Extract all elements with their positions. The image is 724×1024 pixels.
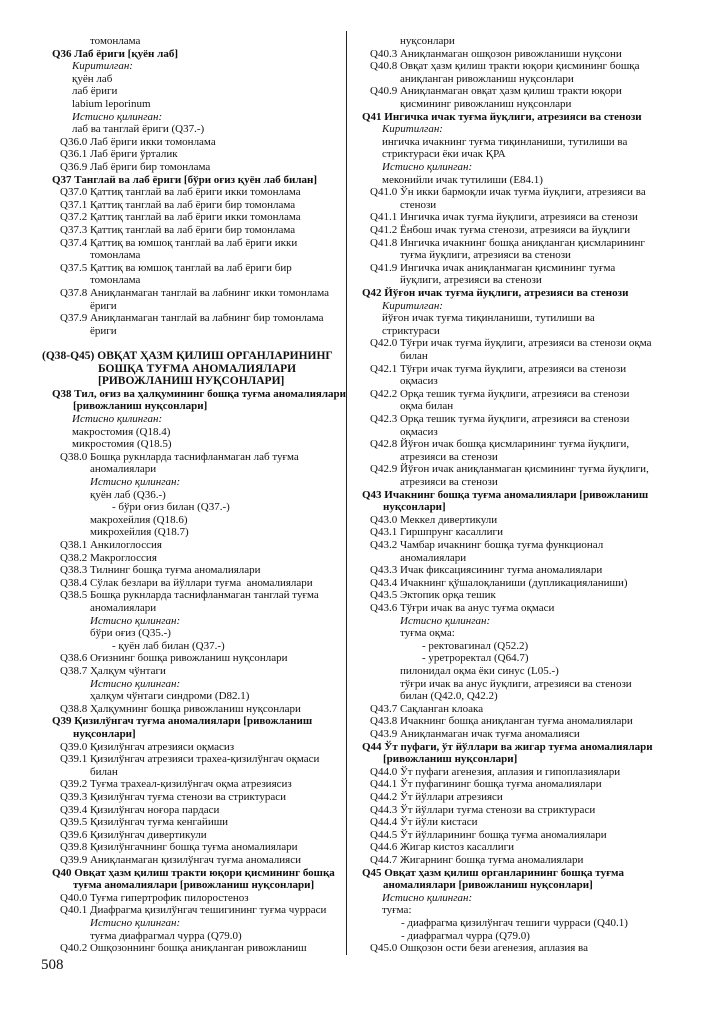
continuation-line: аномалиялари xyxy=(90,463,157,476)
note-label: Киритилган: xyxy=(382,299,443,312)
category-heading: Q45 Овқат ҳазм қилиш органларининг бошқа туғма xyxy=(362,866,624,879)
subcategory-item: Q44.3 Ўт йўллари туғма стенози ва стриктураси xyxy=(370,803,596,816)
subnote-item: туғма оқма: xyxy=(400,627,455,640)
subcategory-item: Q42.9 Йўғон ичак аниқланмаган қисмининг туғма йуқлиги, xyxy=(370,463,649,476)
subcategory-item: Q38.7 Ҳалқум чўнтаги xyxy=(60,665,166,677)
continuation-line: томонлама xyxy=(90,249,141,262)
subcategory-item: Q42.2 Орқа тешик туғма йуқлиги, атрезияси ва стенози xyxy=(370,387,630,400)
column-divider xyxy=(346,31,347,955)
continuation-line: ёриги xyxy=(90,299,117,312)
continuation-line: аномалиялари xyxy=(90,602,157,614)
subcategory-item: Q45.0 Ошқозон ости бези агенезия, аплазия ва xyxy=(370,942,588,955)
subcategory-item: Q44.2 Ўт йўллари атрезияси xyxy=(370,791,503,803)
page-number: 508 xyxy=(41,957,64,973)
continuation-line: аниқланган ривожланиш нуқсонлари xyxy=(400,72,574,85)
subcategory-item: Q39.9 Аниқланмаган қизилўнгач туғма аномалияси xyxy=(60,854,301,866)
subnote-label: Истисно қилинган: xyxy=(400,614,491,627)
subcategory-item: Q37.9 Аниқланмаган танглай ва лабнинг бир томонлама xyxy=(60,312,324,325)
subcategory-item: Q44.0 Ўт пуфаги агенезия, аплазия и гипоплазиялари xyxy=(370,765,621,778)
subcategory-item: Q43.3 Ичак фиксациясининг туғма аномалиялари xyxy=(370,564,603,577)
subcategory-item: Q38.0 Бошқа рукнларда таснифланмаган лаб туғма xyxy=(60,450,299,463)
subcategory-item: Q43.4 Ичакнинг қўшалоқланиши (дупликацияланиши) xyxy=(370,576,628,589)
subcategory-item: Q44.7 Жигарнинг бошқа туғма аномалиялари xyxy=(370,854,584,866)
subnote-item: микрохейлия (Q18.7) xyxy=(90,526,189,539)
dash-item: - бўри оғиз билан (Q37.-) xyxy=(112,501,230,514)
continuation-line: томонлама xyxy=(90,274,141,287)
subcategory-item: Q41.0 Ўн икки бармоқли ичак туғма йуқлиги, атрезияси ва xyxy=(370,186,646,199)
subcategory-item: Q44.1 Ўт пуфагининг бошқа туғма аномалиялари xyxy=(370,778,602,791)
subcategory-item: Q38.8 Ҳалқумнинг бошқа ривожланиш нуқсонлари xyxy=(60,702,301,715)
note-label: Истисно қилинган: xyxy=(72,413,163,425)
subcategory-item: Q38.4 Сўлак безлари ва йўллари туғма аномалиялари xyxy=(60,576,313,589)
subcategory-item: Q40.1 Диафрагма қизилўнгач тешигининг туғма чурраси xyxy=(60,904,327,917)
category-heading: Q37 Танглай ва лаб ёриги [бўри оғиз қуён лаб билан] xyxy=(52,173,318,186)
subnote-item: ҳалқум чўнтаги синдроми (D82.1) xyxy=(90,690,250,703)
category-heading: Q36 Лаб ёриги [қуён лаб] xyxy=(52,47,178,60)
subcategory-item: Q43.0 Меккел дивертикули xyxy=(370,513,498,526)
subcategory-item: Q41.2 Ёнбош ичак туғма стенози, атрезияси ва йуқлиги xyxy=(370,224,631,236)
subcategory-item: Q44.5 Ўт йўлларининг бошқа туғма аномалиялари xyxy=(370,828,607,841)
continuation-line: билан xyxy=(400,350,428,362)
continuation-line: нуқсонлари xyxy=(400,35,455,47)
subcategory-item: Q39.5 Қизилўнгач туғма кенгайиши xyxy=(60,816,229,829)
subcategory-item: Q37.5 Қаттиқ ва юмшоқ танглай ва лаб ёриги бир xyxy=(60,261,292,274)
note-item: қуён лаб xyxy=(72,72,113,85)
continuation-line: оқмасиз xyxy=(400,375,438,388)
note-label: Истисно қилинган: xyxy=(72,110,163,123)
category-heading: Q39 Қизилўнгач туғма аномалиялари [ривожланиш xyxy=(52,715,313,728)
subcategory-item: Q43.2 Чамбар ичакнинг бошқа туғма функционал xyxy=(370,539,604,551)
subcategory-item: Q43.9 Аниқланмаган ичак туғма аномалияси xyxy=(370,728,580,740)
subcategory-item: Q38.6 Оғизнинг бошқа ривожланиш нуқсонлари xyxy=(60,652,288,665)
subcategory-item: Q42.8 Йўғон ичак бошқа қисмларининг туғма йуқлиги, xyxy=(370,438,630,451)
subcategory-item: Q39.3 Қизилўнгач туғма стенози ва стриктураси xyxy=(60,791,287,803)
note-item: labium leporinum xyxy=(72,98,151,110)
subcategory-item: Q42.3 Орқа тешик туғма йуқлиги, атрезияси ва стенози xyxy=(370,413,630,425)
subcategory-item: Q41.9 Ингичка ичак аниқланмаган қисмининг туғма xyxy=(370,261,616,274)
category-heading-continuation: [ривожланиш нуқсонлари] xyxy=(73,400,208,413)
subcategory-item: Q39.2 Туғма трахеал-қизилўнгач оқма атрезиясиз xyxy=(60,778,292,791)
note-item: меконийли ичак тутилиши (E84.1) xyxy=(382,173,543,186)
subcategory-item: Q36.9 Лаб ёриги бир томонлама xyxy=(60,161,211,173)
subcategory-item: Q37.2 Қаттиқ танглай ва лаб ёриги икки томонлама xyxy=(60,211,301,224)
subcategory-item: Q39.4 Қизилўнгач ноғора пардаси xyxy=(60,803,220,816)
subcategory-item: Q40.2 Ошқозоннинг бошқа аниқланган ривожланиш xyxy=(60,942,307,955)
category-heading: Q44 Ўт пуфаги, ўт йўллари ва жигар туғма аномалиялари xyxy=(362,740,653,753)
note-item: ингичка ичакнинг туғма тиқинланиши, тутилиши ва xyxy=(382,135,628,148)
subcategory-item: Q39.6 Қизилўнгач дивертикули xyxy=(60,828,207,841)
subnote-label: Истисно қилинган: xyxy=(90,476,181,488)
continuation-line: оқмасиз xyxy=(400,425,438,438)
subcategory-item: Q37.4 Қаттиқ ва юмшоқ танглай ва лаб ёриги икки xyxy=(60,236,298,249)
continuation-line: аномалиялари xyxy=(400,551,467,564)
subcategory-item: Q41.1 Ингичка ичак туғма йуқлиги, атрезияси ва стенози xyxy=(370,211,638,224)
subcategory-item: Q42.1 Тўғри ичак туғма йуқлиги, атрезияси ва стенози xyxy=(370,362,627,375)
continuation-line: атрезияси ва стенози xyxy=(400,476,498,488)
category-heading: Q43 Ичакнинг бошқа туғма аномалиялари [ривожланиш xyxy=(362,488,649,501)
note-item: стриктураси xyxy=(382,324,440,337)
note-item: микростомия (Q18.5) xyxy=(72,438,172,451)
dash-item: - уретроректал (Q64.7) xyxy=(422,652,529,665)
category-heading-continuation: туғма аномалиялари [ривожланиш нуқсонлари] xyxy=(73,879,315,892)
subcategory-item: Q43.7 Сақланган клоака xyxy=(370,702,484,715)
subnote-item: бўри оғиз (Q35.-) xyxy=(90,627,171,640)
subcategory-item: Q38.3 Тилнинг бошқа туғма аномалиялари xyxy=(60,564,261,577)
subnote-item: туғма диафрагмал чурра (Q79.0) xyxy=(90,929,242,942)
block-title: (Q38-Q45) ОВҚАТ ҲАЗМ ҚИЛИШ ОРГАНЛАРИНИНГ xyxy=(42,350,333,362)
dash-item: - диафрагмал чурра (Q79.0) xyxy=(401,929,530,942)
note-item: стриктураси ёки ичак ҚРА xyxy=(382,148,506,161)
subnote-item: пилонидал оқма ёки синус (L05.-) xyxy=(400,665,559,677)
subcategory-item: Q43.1 Гиршпрунг касаллиги xyxy=(370,526,503,539)
continuation-line: билан xyxy=(90,765,118,778)
continuation-line: қисмининг ривожланиш нуқсонлари xyxy=(400,98,572,110)
subcategory-item: Q38.5 Бошқа рукнларда таснифланмаган танглай туғма xyxy=(60,589,319,602)
category-heading: Q41 Ингичка ичак туғма йуқлиги, атрезияси ва стенози xyxy=(362,110,642,123)
category-heading-continuation: [ривожланиш нуқсонлари] xyxy=(383,753,518,766)
subcategory-item: Q43.8 Ичакнинг бошқа аниқланган туғма аномалиялари xyxy=(370,715,633,728)
note-item: туғма: xyxy=(382,904,412,917)
subcategory-item: Q38.1 Анкилоглоссия xyxy=(60,539,162,551)
subcategory-item: Q43.5 Эктопик орқа тешик xyxy=(370,589,496,602)
subcategory-item: Q39.1 Қизилўнгач атрезияси трахеа-қизилўнгач оқмаси xyxy=(60,753,320,766)
category-heading-continuation: аномалиялари [ривожланиш нуқсонлари] xyxy=(383,879,593,892)
subcategory-item: Q37.3 Қаттиқ танглай ва лаб ёриги бир томонлама xyxy=(60,224,296,236)
category-heading: Q38 Тил, оғиз ва ҳалқумининг бошқа туғма аномалиялари xyxy=(52,387,347,400)
continuation-line: туғма йуқлиги, атрезияси ва стенози xyxy=(400,249,571,262)
category-heading-continuation: нуқсонлари] xyxy=(73,728,136,740)
subcategory-item: Q36.1 Лаб ёриги ўрталик xyxy=(60,148,178,161)
note-label: Киритилган: xyxy=(72,60,133,73)
subcategory-item: Q39.0 Қизилўнгач атрезияси оқмасиз xyxy=(60,740,235,753)
category-heading: Q40 Овқат ҳазм қилиш тракти юқори қисмининг бошқа xyxy=(52,866,335,879)
subcategory-item: Q40.0 Туғма гипертрофик пилоростеноз xyxy=(60,891,249,904)
continuation-line: йуқлиги, атрезияси ва стенози xyxy=(400,274,542,287)
continuation-line: томонлама xyxy=(90,35,141,47)
subcategory-item: Q44.4 Ўт йўли кистаси xyxy=(370,816,478,829)
continuation-line: стенози xyxy=(400,198,437,211)
subcategory-item: Q44.6 Жигар кистоз касаллиги xyxy=(370,841,515,854)
subcategory-item: Q38.2 Макроглоссия xyxy=(60,551,157,564)
category-heading: Q42 Йўғон ичак туғма йуқлиги, атрезияси ва стенози xyxy=(362,287,629,299)
subnote-label: Истисно қилинган: xyxy=(90,677,181,690)
note-label: Киритилган: xyxy=(382,123,443,136)
subnote-item: тўғри ичак ва анус йуқлиги, атрезияси ва стенози xyxy=(400,677,632,690)
subcategory-item: Q41.8 Ингичка ичакнинг бошқа аниқланган қисмларининг xyxy=(370,236,645,249)
dash-item: - диафрагма қизилўнгач тешиги чурраси (Q40.1) xyxy=(401,917,628,929)
subnote-item: билан (Q42.0, Q42.2) xyxy=(400,690,498,703)
note-label: Истисно қилинган: xyxy=(382,161,473,173)
dash-item: - қуён лаб билан (Q37.-) xyxy=(112,639,225,652)
note-item: лаб ёриги xyxy=(72,85,118,98)
note-item: макростомия (Q18.4) xyxy=(72,425,171,438)
note-item: йўғон ичак туғма тиқинланиши, тутилиши ва xyxy=(382,312,595,325)
continuation-line: ёриги xyxy=(90,324,117,337)
subnote-label: Истисно қилинган: xyxy=(90,614,181,627)
subcategory-item: Q40.9 Аниқланмаган овқат ҳазм қилиш тракти юқори xyxy=(370,85,622,98)
dash-item: - ректовагинал (Q52.2) xyxy=(422,639,529,652)
block-title: БОШҚА ТУҒМА АНОМАЛИЯЛАРИ xyxy=(98,362,297,375)
subcategory-item: Q37.0 Қаттиқ танглай ва лаб ёриги икки томонлама xyxy=(60,186,301,199)
category-heading-continuation: нуқсонлари] xyxy=(383,501,446,514)
subcategory-item: Q40.3 Аниқланмаган ошқозон ривожланиши нуқсони xyxy=(370,47,622,60)
block-title: [РИВОЖЛАНИШ НУҚСОНЛАРИ] xyxy=(98,375,285,388)
subnote-item: макрохейлия (Q18.6) xyxy=(90,513,188,526)
subcategory-item: Q37.1 Қаттиқ танглай ва лаб ёриги бир томонлама xyxy=(60,198,296,211)
note-label: Истисно қилинган: xyxy=(382,891,473,904)
subcategory-item: Q43.6 Тўғри ичак ва анус туғма оқмаси xyxy=(370,602,555,614)
subnote-item: қуён лаб (Q36.-) xyxy=(90,488,166,501)
continuation-line: атрезияси ва стенози xyxy=(400,450,498,463)
subcategory-item: Q37.8 Аниқланмаган танглай ва лабнинг икки томонлама xyxy=(60,287,329,299)
subcategory-item: Q42.0 Тўғри ичак туғма йуқлиги, атрезияси ва стенози оқма xyxy=(370,337,652,350)
subcategory-item: Q36.0 Лаб ёриги икки томонлама xyxy=(60,135,216,148)
note-item: лаб ва танглай ёриги (Q37.-) xyxy=(72,123,205,136)
subcategory-item: Q39.8 Қизилўнгачнинг бошқа туғма аномалиялари xyxy=(60,841,298,854)
continuation-line: оқма билан xyxy=(400,400,454,413)
subcategory-item: Q40.8 Овқат ҳазм қилиш тракти юқори қисмининг бошқа xyxy=(370,60,640,73)
subnote-label: Истисно қилинган: xyxy=(90,917,181,929)
